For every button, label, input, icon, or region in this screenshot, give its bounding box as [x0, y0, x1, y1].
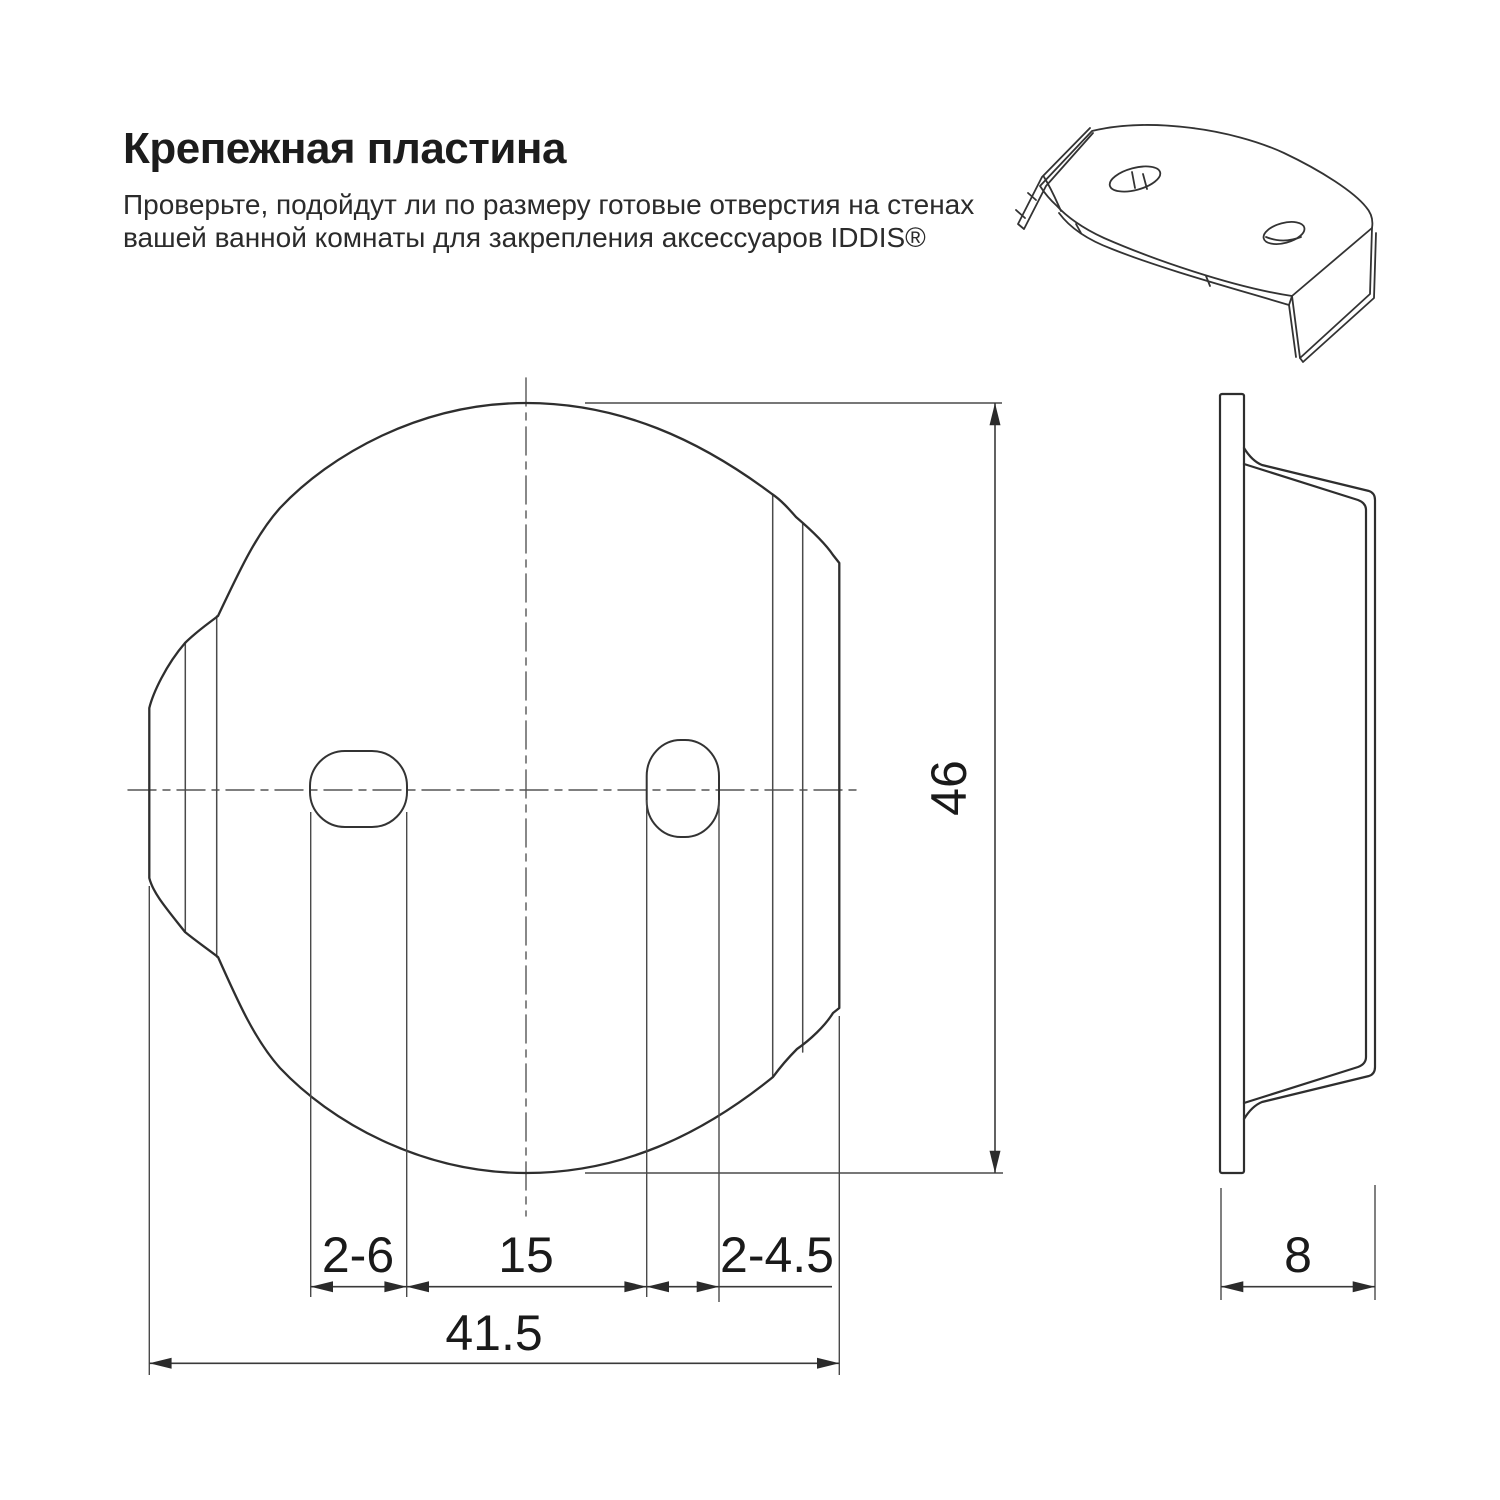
iso-slot-hole-right — [1261, 218, 1307, 248]
description-line-1: Проверьте, подойдут ли по размеру готовые отверстия на стенах — [123, 189, 975, 220]
description-line-2: вашей ванной комнаты для закрепления аксессуаров IDDIS® — [123, 222, 926, 253]
iso-top-face — [1040, 125, 1372, 296]
dim-label-overall-width: 41.5 — [445, 1305, 543, 1361]
iso-right-flange — [1292, 228, 1372, 358]
fold-lines — [185, 495, 802, 1077]
front-slot-hole-left — [310, 751, 407, 827]
isometric-view — [1016, 125, 1376, 362]
centerlines — [128, 378, 857, 1216]
dim-label-slot-left: 2-6 — [321, 1227, 395, 1283]
side-profile-outer — [1244, 448, 1375, 1119]
front-slot-hole-right — [647, 740, 719, 837]
dim-label-slot-right: 2-4.5 — [720, 1227, 834, 1283]
side-wall-flange — [1220, 394, 1244, 1173]
iso-slot-hole-left — [1107, 162, 1163, 197]
side-view — [1220, 394, 1375, 1173]
page-title: Крепежная пластина — [123, 124, 566, 173]
dim-label-holes-gap: 15 — [498, 1227, 554, 1283]
front-outline — [149, 403, 839, 1173]
dim-label-depth: 8 — [1284, 1227, 1312, 1283]
dim-label-overall-height: 46 — [921, 760, 977, 816]
side-profile-inner — [1244, 464, 1366, 1103]
front-view — [128, 378, 857, 1216]
dimension-arrows — [149, 403, 1375, 1369]
dimensions — [149, 403, 1375, 1375]
